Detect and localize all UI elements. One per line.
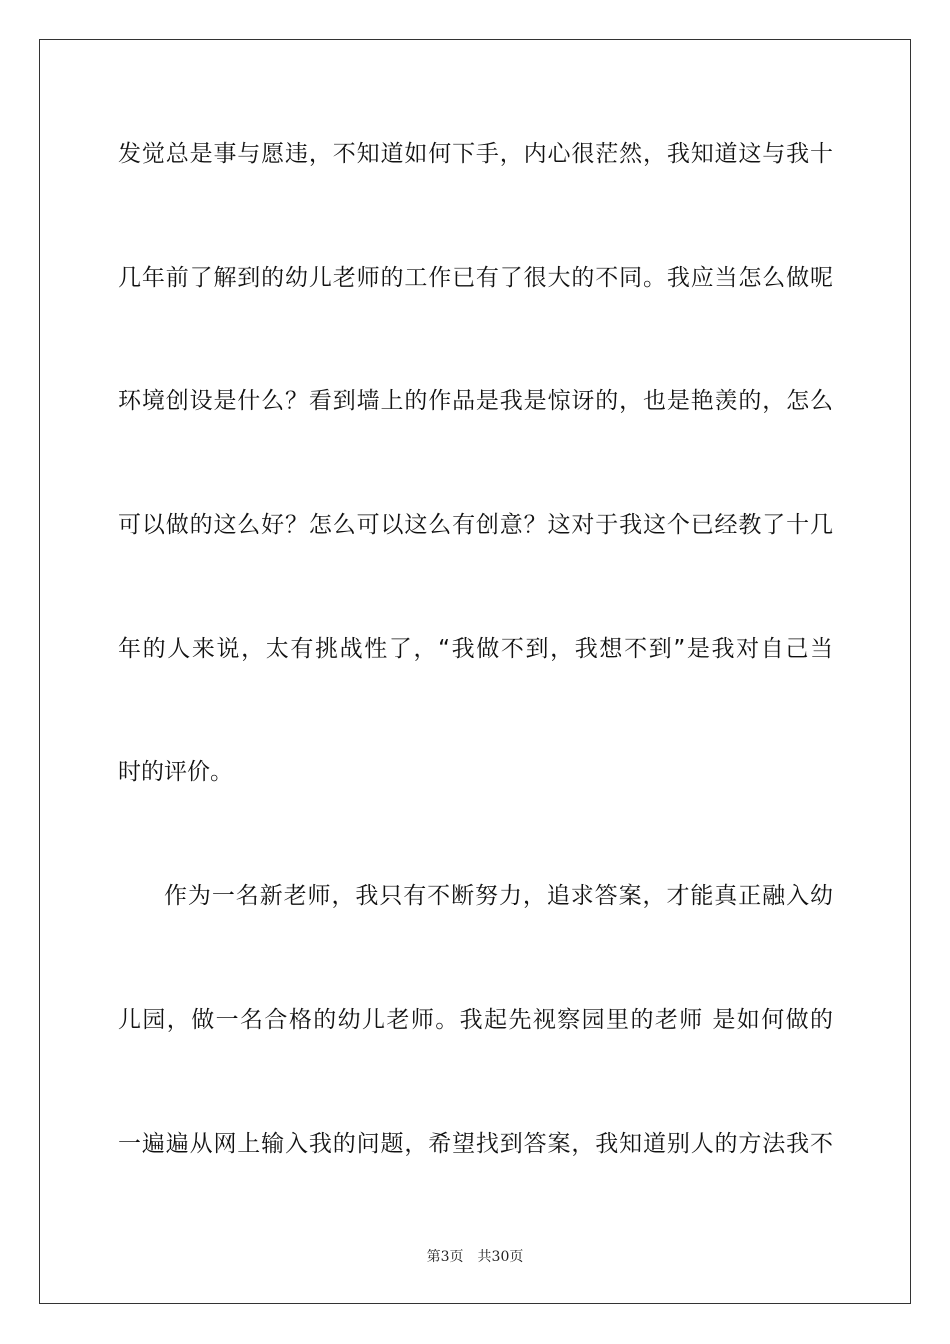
text-line: 一遍遍从网上输入我的问题，希望找到答案，我知道别人的方法我不 <box>118 1131 833 1157</box>
page-border <box>39 39 911 1304</box>
text-line: 几年前了解到的幼儿老师的工作已有了很大的不同。我应当怎么做呢 <box>118 265 833 291</box>
text-line: 年的人来说，太有挑战性了，“我做不到，我想不到”是我对自己当 <box>118 636 833 662</box>
text-line: 作为一名新老师，我只有不断努力，追求答案，才能真正融入幼 <box>164 883 833 909</box>
text-line: 时的评价。 <box>118 759 233 785</box>
text-line: 儿园，做一名合格的幼儿老师。我起先视察园里的老师 是如何做的 <box>118 1007 833 1033</box>
text-line: 发觉总是事与愿违，不知道如何下手，内心很茫然，我知道这与我十 <box>118 141 833 167</box>
text-line: 环境创设是什么？看到墙上的作品是我是惊讶的，也是艳羡的，怎么 <box>118 388 833 414</box>
page-total: 共30页 <box>477 1249 524 1265</box>
page-number: 第3页 <box>426 1249 464 1265</box>
text-line: 可以做的这么好？怎么可以这么有创意？这对于我这个已经教了十几 <box>118 512 833 538</box>
page-footer <box>0 1247 950 1267</box>
